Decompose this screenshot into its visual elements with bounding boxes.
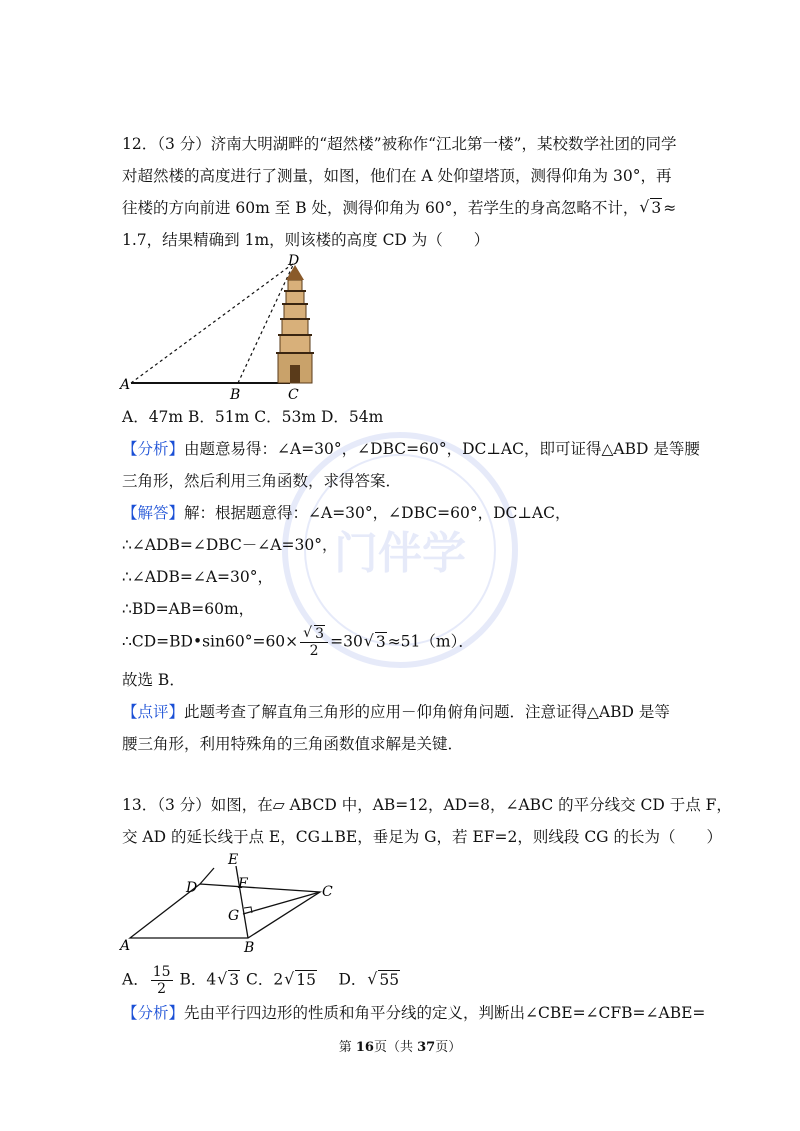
- sqrt-symbol: √ 3: [217, 970, 240, 990]
- page-number: 16: [355, 1040, 374, 1055]
- analysis-tag: 【分析】: [122, 440, 185, 458]
- page-total: 37: [417, 1040, 436, 1055]
- q12-stem-line-2: 对超然楼的高度进行了测量，如图，他们在 A 处仰望塔顶，测得仰角为 30°，再: [122, 167, 672, 185]
- q13-parallelogram-figure: [118, 852, 338, 956]
- fraction: $\frac{15}{2}$: [152, 964, 171, 997]
- q12-analysis-line-2: 三角形，然后利用三角函数，求得答案．: [122, 472, 402, 490]
- q12-stem-line-3: 往楼的方向前进 60m 至 B 处，测得仰角为 60°，若学生的身高忽略不计，√ 3 ≈: [122, 198, 676, 218]
- q12-step-4: ∴CD=BD•sin60°=60× √ $\frac{3}{2}$ =30√ 3 ≈51（m）．: [122, 626, 474, 659]
- label-B: B: [244, 940, 255, 956]
- q12-step-3: ∴BD=AB=60m，: [122, 600, 255, 618]
- label-A: A: [120, 377, 131, 393]
- label-A: A: [120, 938, 131, 954]
- q12-comment-line-2: 腰三角形，利用特殊角的三角函数值求解是关键．: [122, 735, 464, 753]
- sqrt-symbol: √ 3: [364, 632, 387, 652]
- q12-stem-line-4: 1.7，结果精确到 1m，则该楼的高度 CD 为（ ）: [122, 231, 490, 249]
- label-D: D: [186, 880, 198, 896]
- label-F: F: [238, 876, 248, 892]
- watermark-text: 门伴学: [334, 528, 466, 579]
- q13-analysis-line-1: 【分析】先由平行四边形的性质和角平分线的定义，判断出∠CBE=∠CFB=∠ABE=: [122, 1004, 706, 1022]
- label-C: C: [288, 387, 299, 403]
- label-E: E: [228, 852, 239, 868]
- solution-tag: 【解答】: [122, 504, 185, 522]
- q12-comment-line-1: 【点评】此题考查了解直角三角形的应用－仰角俯角问题．注意证得△ABD 是等: [122, 703, 670, 721]
- q12-stem-line-3-text: 往楼的方向前进 60m 至 B 处，测得仰角为 60°，若学生的身高忽略不计，: [122, 199, 639, 217]
- q13-stem-line-1: 13．（3 分）如图，在▱ ABCD 中，AB=12，AD=8，∠ABC 的平分线交 CD 于点 F，: [122, 796, 732, 814]
- sqrt-symbol: √ 15: [284, 970, 317, 990]
- analysis-tag: 【分析】: [122, 1004, 185, 1022]
- q12-step-1: ∴∠ADB=∠DBC－∠A=30°，: [122, 536, 338, 554]
- label-B: B: [230, 387, 241, 403]
- comment-tag: 【点评】: [122, 703, 185, 721]
- label-G: G: [228, 908, 240, 924]
- label-C: C: [322, 884, 333, 900]
- page-footer: 第 16页（共 37页）: [338, 1040, 462, 1055]
- q12-analysis-line-1: 【分析】由题意易得：∠A=30°，∠DBC=60°，DC⊥AC，即可证得△ABD 是等腰: [122, 440, 700, 458]
- q12-tower-figure: [118, 253, 328, 403]
- q12-stem-line-1: 12．（3 分）济南大明湖畔的“超然楼”被称作“江北第一楼”，某校数学社团的同学: [122, 135, 677, 153]
- fraction: √ $\frac{3}{2}$: [300, 626, 328, 659]
- pagoda-icon: [276, 265, 314, 383]
- q12-solution-line-1: 【解答】解：根据题意得：∠A=30°，∠DBC=60°，DC⊥AC，: [122, 504, 571, 522]
- sqrt-symbol: √ 3: [639, 198, 662, 218]
- q12-choose: 故选 B．: [122, 671, 185, 689]
- q12-step-2: ∴∠ADB=∠A=30°，: [122, 568, 273, 586]
- q13-stem-line-2: 交 AD 的延长线于点 E，CG⊥BE，垂足为 G，若 EF=2，则线段 CG 的长为（ ）: [122, 828, 722, 846]
- sqrt-symbol: √ 55: [367, 970, 400, 990]
- q12-options: A．47m B．51m C．53m D．54m: [122, 408, 384, 426]
- label-D: D: [288, 253, 300, 269]
- q13-options: A． $\frac{15}{2}$ B．4√ 3 C．2√ 15 D．√ 55: [122, 964, 401, 997]
